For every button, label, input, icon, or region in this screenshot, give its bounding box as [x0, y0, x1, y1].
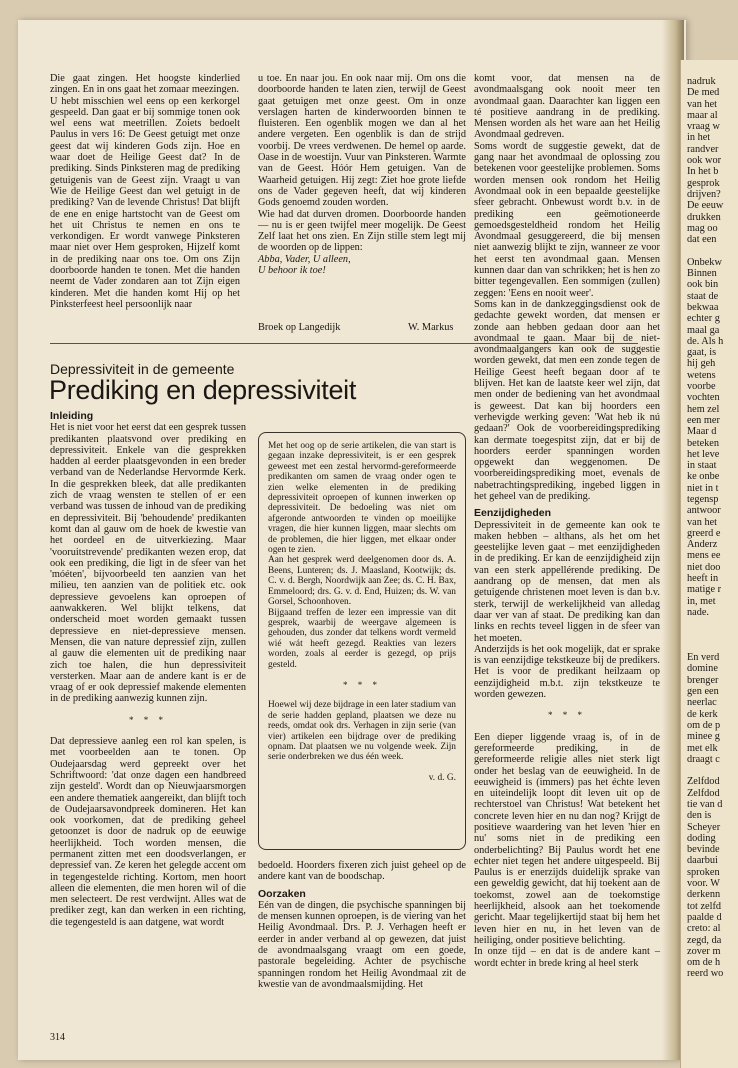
- next-page-line: gesprok: [687, 177, 720, 189]
- next-page-line: vochten: [687, 392, 720, 404]
- paragraph: Depressiviteit in de gemeente kan ook te maken hebben – althans, als het om het geestelijke leven gaat – met eenzijdigheden in de prediking. Er kan de eenzijdigheid zijn van een sterk appellérende prediking. De aandrang op de mensen, dat men als getuigende christenen moet leven is dan b.v. sterk, terwijl de werkelijkheid van alledag daar ver van af staat. De prediking kan dan links en rechts teveel liggen in de sfeer van het moeten.: [474, 519, 660, 644]
- next-page-line: vraag w: [687, 121, 720, 133]
- paragraph: Soms wordt de suggestie gewekt, dat de gang naar het avondmaal de oplossing zou betekenen voor geestelijke problemen. Soms worden mensen ook rondom het Heilig Avondmaal ook in een bepaalde geestelijke sfeer gebracht. Onbewust wordt b.v. in de prediking een geëmotioneerde gemoedsgesteldheid rondom het Heilig Avondmaal gesuggereerd, die bij mensen niet aanwezig blijkt te zijn, wanneer ze voor het eerst ten avondmaal gaan. Mensen kunnen daar dan van schrikken; het is hen zo bitter tegengevallen. Een sommigen (zullen) zeggen: 'Eens en nooit weer'.: [474, 140, 660, 299]
- next-page-line: van het: [687, 98, 718, 110]
- next-page-line: sproken: [687, 866, 720, 878]
- next-page-line: zegd, da: [687, 934, 722, 946]
- next-page-edge: [680, 60, 738, 1068]
- next-page-line: tie van d: [687, 799, 723, 810]
- next-page-line: om de p: [687, 719, 721, 731]
- next-page-line: De eeuw: [687, 200, 724, 212]
- next-page-line: Maar d: [687, 426, 717, 438]
- next-page-line: nade.: [687, 606, 710, 618]
- paragraph: Soms kan in de dankzeggingsdienst ook de gedachte gewekt worden, dat mensen er zonde aan hebben gedaan door aan het avondmaal te gaan. Maar bij de niet-avondmaalgangers kan ook de suggestie worden gewekt, dat men een zonde tegen de Heilige Geest heeft begaan door af te blijven. Het kan de laatste keer wel zijn, dat men onder de bediening van het avondmaal is geweest. Dat kan bij hoorders een verhevigde werking geven: 'Wat heb ik nú gedaan?' Ook de voorbereidingsprediking kan dermate toegespitst zijn, dat er bij de hoorders eerder spanningen worden opgewekt dan weggenomen. De voorbereidingsprediking moet, evenals de nabetrachtingsprediking, ingebed liggen in het geheel van de prediking.: [474, 298, 660, 502]
- next-page-line: beteken: [687, 437, 720, 449]
- next-page-line: heeft in: [687, 573, 719, 585]
- next-page-line: in het: [687, 132, 711, 144]
- paragraph: Dat depressieve aanleg een rol kan spelen, is met voorbeelden aan te tonen. Op Oudejaarsdag werd gepreekt over het Schriftwoord: 'dat onze dagen een handbreed zijn gesteld'. Wordt dan op Nieuwjaarsmorgen een andere thematiek aangereikt, dan blijft toch de Oudejaarsavondpreek domineren. Het kan ook voorkomen, dat de prediking geheel getoonzet is door de nadruk op de eeuwige heerlijkheid. Toch worden mensen, die permanent zitten met een doodsverlangen, er depressief van. Ze keren het gelegde accent om in tegengestelde richting. Kortom, men hoort alleen die elementen, die men horen wil of die men selecteert. De rest verdwijnt. Alles wat de prediker zegt, kan dan werken in een richting, die tegengesteld is aan datgene, wat wordt: [50, 736, 246, 928]
- next-page-line: greerd e: [687, 527, 721, 539]
- next-page-line: een mer: [687, 414, 720, 426]
- poem-line: U behoor ik toe!: [258, 265, 326, 277]
- next-page-line: wetens: [687, 369, 716, 381]
- box-paragraph: Aan het gesprek werd deelgenomen door ds. A. Beens, Lunteren; ds. J. Maasland, Kootwijk; ds. C. v. d. Bergh, Noordwijk aan Zee; ds. C. H. Bax, Emmeloord; drs. G. v. d. End, Huizen; ds. W. van Gorsel, Schoonhoven.: [268, 555, 456, 608]
- next-page-text: [681, 76, 723, 980]
- paragraph: komt voor, dat mensen na de avondmaalsgang ook nooit meer ten avondmaal gaan. Daarachter kan liggen een té positieve aandrang in de prediking. Mensen worden als het ware aan het Heilig Avondmaal gedreven.: [474, 73, 660, 141]
- paragraph: u toe. En naar jou. En ook naar mij. Om ons die doorboorde handen te laten zien, terwijl de Geest gaat getuigen met onze geest. Om in onze verslagen harten de kinderwoorden binnen te fluisteren. Een ogenblik mogen we dan al het andere vergeten. Een ogenblik is dan de strijd voorbij. De vrees verdwenen. De hemel op aarde. Oase in de woestijn. Vuur van Pinksteren. Warmte van de Geest. Hóór Hem getuigen. Van de Waarheid getuigen. Hij zegt: Ziet hoe grote liefde ons de Vader gegeven heeft, dat wij kinderen Gods genoemd zouden worden.: [258, 73, 466, 209]
- next-page-line: paalde d: [687, 911, 722, 923]
- next-page-line: dat een: [687, 234, 717, 246]
- next-page-line: maar al: [687, 109, 718, 121]
- box-paragraph: Met het oog op de serie artikelen, die van start is gegaan inzake depressiviteit, is er een gesprek geweest met een zestal hervormd-gereformeerde predikanten om samen de vraag onder ogen te zien welke elementen in de prediking depressiviteit oproepen of kunnen inwerken op depressiviteit. De bedoeling was niet om afgeronde antwoorden te vinden op moeilijke vragen, die hier kunnen liggen, maar slechts om de problemen, die hier liggen, met elkaar onder ogen te zien.: [268, 441, 456, 556]
- paragraph: In onze tijd – en dat is de andere kant – wordt echter in brede kring al heel sterk: [474, 946, 660, 969]
- top-left-column: [50, 73, 240, 310]
- next-page-line: [681, 245, 723, 256]
- next-page-line: antwoor: [687, 505, 721, 517]
- next-page-line: [681, 630, 723, 641]
- box-paragraph: Hoewel wij deze bijdrage in een later stadium van de serie hadden gepland, plaatsen we deze nu reeds, omdat ook drs. Verhagen in zijn serie (van vier) artikelen een bijdrage over de prediking opnam. Dat plaatsen we nu volgende week. Zijn serie onderbreken we dus één week.: [268, 700, 456, 763]
- next-page-line: [681, 765, 723, 776]
- next-page-line: Onbekw: [687, 256, 722, 268]
- next-page-line: De med: [687, 87, 720, 99]
- next-page-line: om de h: [687, 957, 721, 969]
- next-page-line: mens ee: [687, 550, 721, 562]
- next-page-line: mag oo: [687, 222, 718, 234]
- next-page-line: niet in t: [687, 482, 719, 494]
- paragraph: U hebt misschien wel eens op een kerkorgel gespeeld. Dan gaat er bij sommige tonen ook wel eens wat meetrillen. Zoiets bedoelt Paulus in vers 16: De Geest getuigt met onze geest dat wij kinderen Gods zijn. Hoe en waar doet de Heilige Geest dat? In de prediking. Sinds Pinksteren mag de prediking getuigenis van de Geest zijn. Vraagt u van Wie de Heilige Geest dan wel getuigt in de prediking? Van de levende Christus! Dat blijft de ene en enige hartstocht van de Geest om het uit Christus te nemen en ons te verkondigen. Er wordt vanwege Pinksteren maar niet over Hem gesproken, Hijzelf komt in de prediking naar ons toe. Om ons Zijn doorboorde handen te tonen. Met die handen neemt de Vader zondaren aan tot Zijn eigen kinderen. Met die handen komt Hij op het Pinksterfeest heel persoonlijk naar: [50, 95, 240, 310]
- box-separator: * * *: [343, 679, 381, 690]
- next-page-line: ke onbe: [687, 471, 720, 483]
- section-heading: Inleiding: [50, 410, 94, 422]
- next-page-line: hem zel: [687, 403, 720, 415]
- next-page-line: ook bin: [687, 279, 719, 291]
- next-page-line: in staat: [687, 460, 717, 472]
- paragraph: Die gaat zingen. Het hoogste kinderlied zingen. En in ons gaat het zomaar meezingen.: [50, 73, 240, 96]
- next-page-line: Zelfdod: [687, 787, 720, 799]
- article-kicker: Depressiviteit in de gemeente: [50, 361, 235, 377]
- next-page-line: tot zelfd: [687, 900, 722, 912]
- box-signature: v. d. G.: [428, 772, 456, 783]
- next-page-line: in, met: [687, 595, 716, 607]
- paragraph: Een dieper liggende vraag is, of in de gereformeerde prediking, in de gereformeerde religie alles niet sterk ligt onder het beslag van de eeuwigheid. In de eeuwigheid is (immers) pas het échte leven en uiteindelijk loopt dit leven uit op de rechterstoel van Christus! Wat betekent het concrete leven hier en nu dan nog? Krijgt de positieve waardering van het leven 'hier en nu' soms niet in de prediking een onderbelichting? Bij Paulus wordt het ene echter niet tegen het andere uitgespeeld. Bij Paulus is er enerzijds duidelijk sprake van een geweldig gewicht, dat hij toekent aan de toekomst, zowel aan de toekomstige heerlijkheid, alsook aan het toekomende gericht. Maar tegelijkertijd staat bij hem het leven hier en nu, in het leven van de heiliging, onder positieve belichting.: [474, 731, 660, 946]
- section-separator: * * *: [129, 714, 167, 725]
- section-separator: * * *: [548, 710, 586, 721]
- box-paragraph: Bijgaand treffen de lezer een impressie van dit gesprek, waarbij de weergave algemeen is gehouden, dus zonder dat telkens wordt vermeld wié wát heeft gezegd. Reakties van lezers worden, zoals al eerder is gezegd, op prijs gesteld.: [268, 607, 456, 670]
- next-page-line: reerd wo: [687, 968, 724, 980]
- next-page-line: staat de: [687, 290, 719, 302]
- article-middle-column: [258, 860, 466, 990]
- next-page-line: matige r: [687, 584, 722, 596]
- next-page-line: Anderz: [687, 539, 718, 551]
- next-page-line: bekwaa: [687, 301, 719, 313]
- next-page-line: de. Als h: [687, 335, 724, 347]
- top-middle-column: [258, 73, 466, 276]
- article-left-column: [50, 411, 246, 928]
- next-page-line: minee g: [687, 731, 720, 743]
- paragraph: Anderzijds is het ook mogelijk, dat er sprake is van eenzijdige tekstkeuze bij de predikers. Het is voor de predikant heilzaam op eenzijdigheid m.b.t. zijn tekstkeuze te worden gewezen.: [474, 643, 660, 701]
- next-page-line: Binnen: [687, 268, 717, 280]
- next-page-line: maal ga: [687, 324, 720, 336]
- poem-line: Abba, Vader, U alleen,: [258, 253, 351, 265]
- next-page-line: gaat, is: [687, 347, 717, 359]
- next-page-line: Zelfdod: [687, 776, 720, 788]
- author-signature: W. Markus: [408, 322, 454, 333]
- next-page-line: drijven?: [687, 188, 721, 200]
- next-page-line: domine: [687, 663, 718, 675]
- next-page-line: echter g: [687, 313, 720, 325]
- next-page-line: hij geh: [687, 358, 716, 370]
- page-number: 314: [50, 1032, 65, 1043]
- next-page-line: derkenn: [687, 889, 721, 901]
- next-page-line: nadruk: [687, 76, 716, 87]
- article-title: Prediking en depressiviteit: [49, 375, 357, 405]
- article-right-column: [474, 73, 660, 969]
- next-page-line: de kerk: [687, 708, 718, 720]
- next-page-line: den is: [687, 810, 712, 822]
- place-signature: Broek op Langedijk: [258, 322, 341, 333]
- next-page-line: In het b: [687, 166, 719, 178]
- next-page-line: niet doo: [687, 561, 721, 573]
- next-page-line: randver: [687, 143, 719, 155]
- editorial-note-box: [258, 432, 466, 850]
- next-page-line: met elk: [687, 742, 718, 754]
- next-page-line: ook wor: [687, 155, 722, 167]
- next-page-line: het leve: [687, 448, 720, 460]
- paragraph: Wie had dat durven dromen. Doorboorde handen — nu is er geen twijfel meer mogelijk. De Geest Zelf laat het ons zien. En Zijn stille stem legt mij de woorden op de lippen:: [258, 208, 466, 254]
- next-page-line: draagt c: [687, 753, 720, 765]
- next-page-line: neerlac: [687, 697, 717, 709]
- next-page-line: gen een: [687, 686, 719, 698]
- next-page-line: [681, 618, 723, 629]
- paragraph: bedoeld. Hoorders fixeren zich juist geheel op de andere kant van de boodschap.: [258, 860, 466, 883]
- next-page-line: zover m: [687, 945, 721, 957]
- next-page-line: tegensp: [687, 493, 719, 505]
- next-page-line: brenger: [687, 674, 719, 686]
- section-heading: Oorzaken: [258, 887, 306, 900]
- next-page-line: Scheyer: [687, 821, 721, 833]
- paragraph: Het is niet voor het eerst dat een gesprek tussen predikanten plaatsvond over prediking en depressiviteit. Enkele van die gesprekken hadden al eerder plaatsgevonden in een breder verband van de Nederlandse Hervormde Kerk. In die gesprekken bleek, dat alle predikanten zich de vraag wensten te stellen of er een verband was tussen de inhoud van de prediking en depressiviteit. Bij 'behoudende' predikanten komt dan al gauw om de hoek de kwestie van het oordeel en de uitverkiezing. Maar 'vooruitstrevende' predikanten wezen erop, dat ook een prediking, die ligt in de sfeer van het 'móéten', bijvoorbeeld ten aanzien van het milieu, ten aanzien van de politiek etc. ook depressieve gevoelens kan oproepen of aanwakkeren. Wel blijkt telkens, dat onderscheid moet worden gemaakt tussen depressieve en niet-depressieve mensen. Mensen, die van nature depressief zijn, zullen al gauw die elementen uit de prediking naar zich toe halen, die hun depressiviteit versterken. Maar aan de andere kant is er de vraag of er ook depressief makende elementen in de prediking aanwezig kunnen zijn.: [50, 422, 246, 705]
- next-page-line: drukken: [687, 211, 721, 223]
- next-page-line: voorbe: [687, 381, 716, 393]
- next-page-line: bevinde: [687, 844, 720, 856]
- next-page-line: En verd: [687, 652, 720, 664]
- section-heading: Eenzijdigheden: [474, 507, 552, 520]
- next-page-line: doding: [687, 832, 716, 844]
- next-page-line: daarbui: [687, 855, 718, 867]
- next-page-line: [681, 641, 723, 652]
- next-page-line: creto: al: [687, 923, 721, 935]
- next-page-line: van het: [687, 516, 718, 528]
- next-page-line: voor. W: [687, 878, 720, 890]
- paragraph: Eén van de dingen, die psychische spanningen bij de mensen kunnen oproepen, is de viering van het Heilig Avondmaal. Drs. P. J. Verhagen heeft er eerder in ander verband al op gewezen, dat juist de avondmaalsgang vraagt om een goede, pastorale begeleiding. Achter de psychische spanningen rondom het Heilig Avondmaal zit de kwestie van de avondmaalsmijding. Het: [258, 899, 466, 990]
